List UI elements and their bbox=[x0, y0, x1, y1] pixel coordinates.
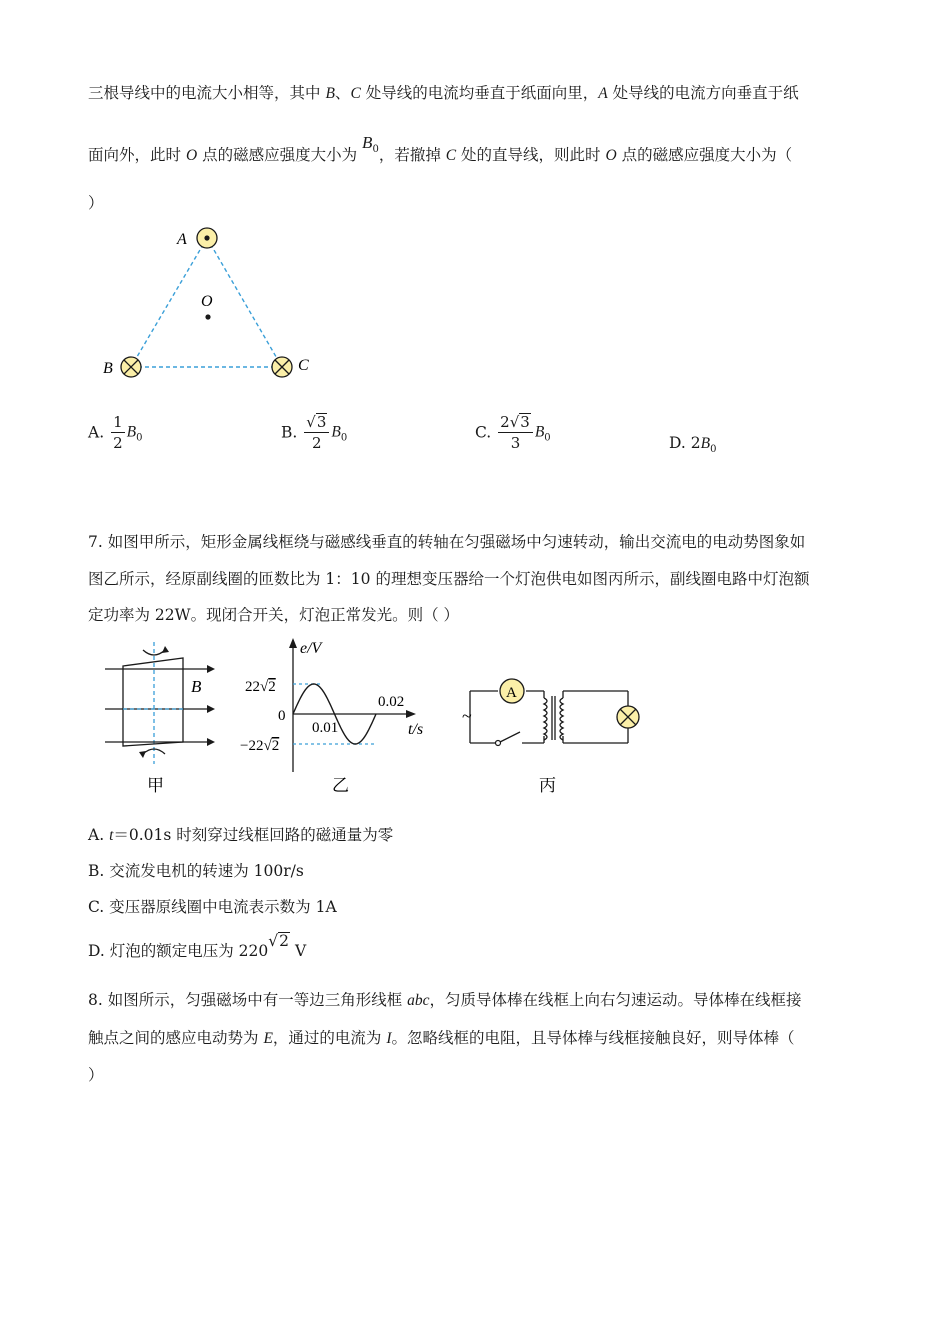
label-a: A bbox=[177, 231, 187, 248]
wire-a-out-icon bbox=[197, 228, 217, 248]
point-o-icon bbox=[205, 314, 210, 319]
q7-line-2: 图乙所示，经原副线圈的匝数比为 1：10 的理想变压器给一个灯泡供电如图丙所示，副线圈电路中灯泡额 bbox=[88, 570, 810, 588]
primary-coil-icon bbox=[544, 698, 547, 740]
secondary-coil-icon bbox=[560, 698, 563, 740]
q6-option-a[interactable]: A. $\frac{1}{2}$ $B_0$ bbox=[88, 413, 143, 452]
q7-option-a[interactable]: A. t＝0.01s 时刻穿过线框回路的磁通量为零 bbox=[88, 826, 394, 844]
svg-text:0.02: 0.02 bbox=[378, 694, 405, 710]
fraction: $\frac{2√3}{3}$ bbox=[498, 412, 533, 453]
q7-line-3: 定功率为 22W。现闭合开关，灯泡正常发光。则（ ） bbox=[88, 606, 460, 624]
ammeter-icon bbox=[500, 679, 524, 703]
svg-text:e/V: e/V bbox=[300, 640, 322, 657]
label-c: C bbox=[298, 357, 309, 374]
q7-line-1: 7. 如图甲所示，矩形金属线框绕与磁感线垂直的转轴在匀强磁场中匀速转动，输出交流电的电动势图象如 bbox=[88, 533, 806, 551]
q6-wire-triangle-figure bbox=[95, 222, 325, 382]
fig-bing-transformer-circuit bbox=[460, 636, 650, 801]
q6-option-b[interactable]: B. $\frac{√3}{2}$ $B_0$ bbox=[281, 413, 348, 452]
q8-line-2: 触点之间的感应电动势为 E，通过的电流为 I。忽略线框的电阻，且导体棒与线框接触良好，则导体棒（ bbox=[88, 1029, 795, 1047]
lamp-icon bbox=[617, 706, 639, 728]
fraction: $\frac{1}{2}$ bbox=[113, 413, 123, 452]
label-o: O bbox=[201, 293, 213, 310]
svg-text:0.01: 0.01 bbox=[312, 720, 339, 736]
q6-line-2: 面向外，此时 O 点的磁感应强度大小为 $B_0$，若撤掉 C 处的直导线，则此时 O 点的磁感应强度大小为（ bbox=[88, 133, 793, 164]
svg-text:乙: 乙 bbox=[332, 776, 349, 795]
q6-line-3: ） bbox=[88, 194, 104, 212]
q8-line-1: 8. 如图所示，匀强磁场中有一等边三角形线框 abc，匀质导体棒在线框上向右匀速运动。导体棒在线框接 bbox=[88, 991, 802, 1009]
svg-text:丙: 丙 bbox=[539, 776, 556, 795]
ac-source-icon: ~ bbox=[462, 706, 472, 726]
switch-icon bbox=[500, 732, 520, 742]
fraction: $\frac{√3}{2}$ bbox=[304, 412, 329, 453]
wire-c-in-icon bbox=[272, 357, 292, 377]
svg-text:−22√2: −22√2 bbox=[240, 738, 280, 754]
fig-jia-rotating-coil bbox=[95, 636, 220, 801]
label-b: B bbox=[103, 360, 113, 377]
q6-option-d[interactable]: D. $2B_0$ bbox=[669, 434, 717, 455]
svg-text:22√2: 22√2 bbox=[245, 679, 276, 695]
svg-text:甲: 甲 bbox=[147, 776, 164, 795]
q8-line-3: ） bbox=[88, 1066, 104, 1084]
q6-line-1: 三根导线中的电流大小相等，其中 B、C 处导线的电流均垂直于纸面向里，A 处导线的电流方向垂直于纸 bbox=[88, 84, 799, 102]
svg-text:0: 0 bbox=[278, 708, 286, 724]
svg-text:A: A bbox=[506, 685, 517, 701]
svg-text:B: B bbox=[191, 677, 202, 696]
svg-text:t/s: t/s bbox=[408, 721, 424, 738]
q7-option-d[interactable]: D. 灯泡的额定电压为 220√2 V bbox=[88, 932, 307, 960]
q6-option-c[interactable]: C. $\frac{2√3}{3}$ $B_0$ bbox=[475, 413, 551, 452]
q7-option-b[interactable]: B. 交流发电机的转速为 100r/s bbox=[88, 862, 304, 880]
q7-option-c[interactable]: C. 变压器原线圈中电流表示数为 1A bbox=[88, 898, 337, 916]
fig-yi-emf-graph bbox=[240, 636, 440, 801]
wire-b-in-icon bbox=[121, 357, 141, 377]
